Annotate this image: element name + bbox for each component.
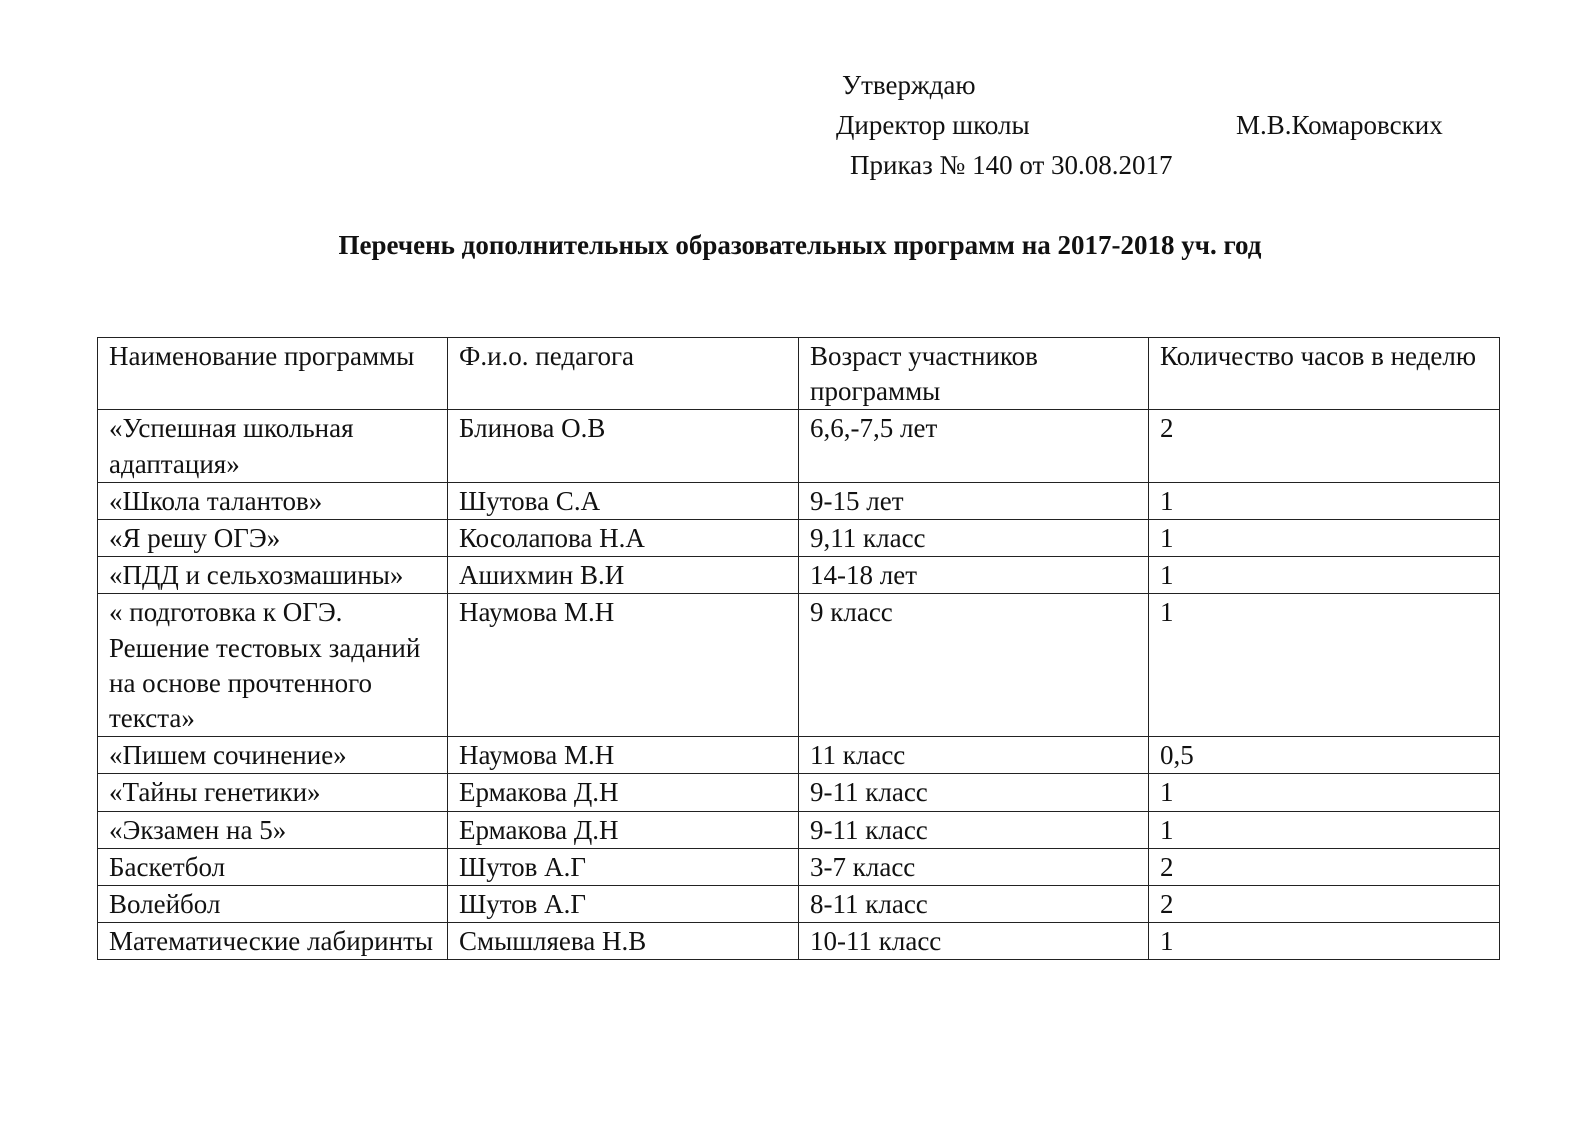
header-age: Возраст участников программы xyxy=(799,338,1149,410)
table-row xyxy=(98,811,1500,848)
cell-teacher: Наумова М.Н xyxy=(448,737,799,774)
cell-teacher: Наумова М.Н xyxy=(448,594,799,737)
cell-age: 9 класс xyxy=(799,594,1149,737)
cell-teacher: Ермакова Д.Н xyxy=(448,774,799,811)
director-label: Директор школы xyxy=(836,110,1030,140)
cell-age: 9,11 класс xyxy=(799,520,1149,557)
cell-hours: 2 xyxy=(1149,410,1500,482)
table-header-row xyxy=(98,338,1500,410)
header-teacher: Ф.и.о. педагога xyxy=(448,338,799,410)
header-program: Наименование программы xyxy=(98,338,448,410)
cell-hours: 1 xyxy=(1149,557,1500,594)
cell-hours: 1 xyxy=(1149,774,1500,811)
cell-program: «Я решу ОГЭ» xyxy=(98,520,448,557)
table-row xyxy=(98,848,1500,885)
order-reference: Приказ № 140 от 30.08.2017 xyxy=(850,150,1173,180)
cell-age: 9-15 лет xyxy=(799,482,1149,519)
cell-age: 9-11 класс xyxy=(799,774,1149,811)
cell-age: 9-11 класс xyxy=(799,811,1149,848)
cell-hours: 0,5 xyxy=(1149,737,1500,774)
cell-program: «Пишем сочинение» xyxy=(98,737,448,774)
cell-program: « подготовка к ОГЭ. Решение тестовых заданий на основе прочтенного текста» xyxy=(98,594,448,737)
cell-age: 11 класс xyxy=(799,737,1149,774)
cell-program: «Школа талантов» xyxy=(98,482,448,519)
cell-hours: 1 xyxy=(1149,811,1500,848)
cell-program: Волейбол xyxy=(98,886,448,923)
cell-age: 8-11 класс xyxy=(799,886,1149,923)
cell-hours: 1 xyxy=(1149,594,1500,737)
cell-teacher: Шутов А.Г xyxy=(448,848,799,885)
cell-hours: 1 xyxy=(1149,520,1500,557)
table-row xyxy=(98,886,1500,923)
table-row xyxy=(98,410,1500,482)
table-row xyxy=(98,737,1500,774)
cell-age: 10-11 класс xyxy=(799,923,1149,960)
programs-table xyxy=(97,337,1500,960)
table-row xyxy=(98,594,1500,737)
cell-age: 6,6,-7,5 лет xyxy=(799,410,1149,482)
cell-age: 14-18 лет xyxy=(799,557,1149,594)
cell-program: «Экзамен на 5» xyxy=(98,811,448,848)
director-name: М.В.Комаровских xyxy=(1236,110,1443,140)
cell-teacher: Ашихмин В.И xyxy=(448,557,799,594)
cell-hours: 2 xyxy=(1149,848,1500,885)
document-title: Перечень дополнительных образовательных программ на 2017-2018 уч. год xyxy=(338,230,1262,260)
cell-hours: 2 xyxy=(1149,886,1500,923)
cell-program: «Успешная школьная адаптация» xyxy=(98,410,448,482)
cell-teacher: Ермакова Д.Н xyxy=(448,811,799,848)
cell-teacher: Шутова С.А xyxy=(448,482,799,519)
cell-teacher: Смышляева Н.В xyxy=(448,923,799,960)
cell-teacher: Косолапова Н.А xyxy=(448,520,799,557)
table-row xyxy=(98,923,1500,960)
cell-program: Баскетбол xyxy=(98,848,448,885)
cell-age: 3-7 класс xyxy=(799,848,1149,885)
cell-hours: 1 xyxy=(1149,923,1500,960)
cell-program: «Тайны генетики» xyxy=(98,774,448,811)
cell-program: Математические лабиринты xyxy=(98,923,448,960)
cell-teacher: Блинова О.В xyxy=(448,410,799,482)
cell-program: «ПДД и сельхозмашины» xyxy=(98,557,448,594)
table-row xyxy=(98,557,1500,594)
approval-word: Утверждаю xyxy=(842,70,976,100)
cell-teacher: Шутов А.Г xyxy=(448,886,799,923)
table-row xyxy=(98,482,1500,519)
header-hours: Количество часов в неделю xyxy=(1149,338,1500,410)
cell-hours: 1 xyxy=(1149,482,1500,519)
table-row xyxy=(98,774,1500,811)
table-row xyxy=(98,520,1500,557)
